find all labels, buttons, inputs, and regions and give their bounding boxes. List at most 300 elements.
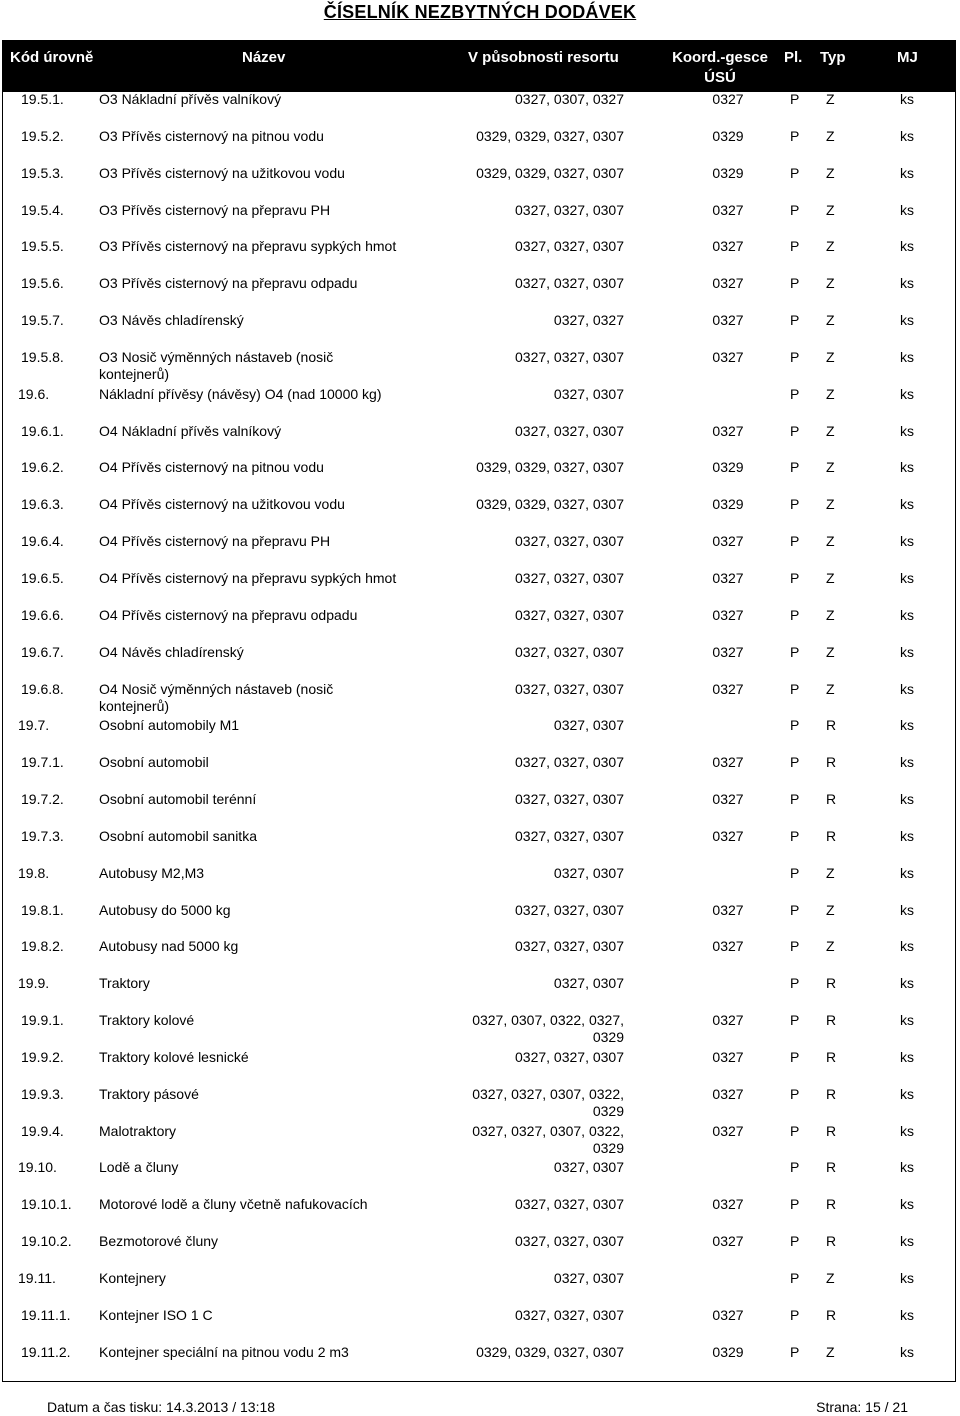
row-mj: ks [900,754,914,771]
row-name [99,312,244,329]
row-typ: Z [826,348,835,365]
row-pl: P [790,680,800,697]
row-name-line1: Nákladní přívěsy (návěsy) O4 (nad 10000 kg) [99,385,382,402]
row-code: 19.6.7. [21,643,64,660]
row-scope [448,238,624,255]
row-koord: 0327 [712,275,744,292]
row-typ: Z [826,606,835,623]
row-koord: 0327 [712,422,744,439]
row-scope-line2: 0329 [592,1029,624,1046]
header-code: Kód úrovně [10,49,94,66]
row-code: 19.9.2. [21,1048,64,1065]
row-pl: P [790,385,800,402]
row-typ: Z [826,459,835,476]
row-mj: ks [900,1012,914,1029]
row-code: 19.7. [18,717,50,734]
row-pl: P [790,201,800,218]
row-name [99,975,150,992]
table-body [2,86,956,1382]
header-pl: Pl. [784,49,803,66]
header-typ: Typ [820,49,846,66]
row-typ: Z [826,201,835,218]
row-scope-line1: 0327, 0327, 0307, 0322, [472,1085,624,1102]
row-code: 19.6.3. [21,496,64,513]
row-koord: 0327 [712,1048,744,1065]
row-koord: 0327 [712,938,744,955]
table-row [3,123,955,160]
row-scope [448,459,624,476]
table-row [3,712,955,749]
header-mj: MJ [897,49,918,66]
row-typ: Z [826,422,835,439]
row-name [99,791,256,808]
row-scope-line1: 0327, 0307 [553,1270,624,1286]
row-name-line1: O4 Přívěs cisternový na přepravu PH [99,533,331,550]
row-mj: ks [900,459,914,476]
row-scope-line1: 0327, 0327, 0307 [515,238,624,255]
row-mj: ks [900,1306,914,1323]
row-pl: P [790,348,800,365]
row-scope [448,202,624,219]
row-koord: 0329 [712,459,744,476]
table-row [3,823,955,860]
row-code: 19.7.2. [21,791,64,808]
row-name [99,1159,178,1176]
row-koord: 0329 [712,127,744,144]
row-scope-line1: 0327, 0327, 0307, 0322, [472,1122,624,1139]
table-row [3,197,955,234]
row-typ: Z [826,164,835,181]
row-scope-line1: 0329, 0329, 0327, 0307 [476,1343,624,1360]
row-koord: 0327 [712,569,744,586]
row-typ: R [826,1233,837,1250]
row-code: 19.8.2. [21,938,64,955]
row-scope [448,791,624,808]
row-name [99,91,281,108]
row-name-line1: O4 Návěs chladírenský [99,643,244,660]
table-row [3,233,955,270]
header-scope: V působnosti resortu [468,49,619,66]
row-name [99,202,330,219]
row-pl: P [790,1012,800,1029]
row-typ: Z [826,1343,835,1360]
row-code: 19.5.7. [21,312,64,329]
row-pl: P [790,901,800,918]
row-mj: ks [900,1233,914,1250]
row-scope-line1: 0329, 0329, 0327, 0307 [476,164,624,181]
row-name-line1: Traktory pásové [99,1085,199,1102]
row-code: 19.5.1. [21,91,64,107]
row-scope-line1: 0327, 0327, 0307 [515,791,624,808]
row-mj: ks [900,791,914,808]
row-name-line1: O4 Přívěs cisternový na užitkovou vodu [99,496,345,513]
table-row [3,491,955,528]
row-koord: 0327 [712,1122,744,1139]
row-scope-line1: 0327, 0327, 0307 [515,1306,624,1323]
row-name-line1: Osobní automobily M1 [99,717,240,734]
row-name [99,902,231,919]
row-mj: ks [900,938,914,955]
row-typ: Z [826,643,835,660]
row-code: 19.9.4. [21,1122,64,1139]
row-scope [448,607,624,624]
row-koord: 0329 [712,1343,744,1360]
row-typ: Z [826,385,835,402]
row-pl: P [790,791,800,808]
row-pl: P [790,533,800,550]
row-scope-line1: 0327, 0327, 0307 [515,901,624,918]
row-name-line1: O4 Přívěs cisternový na přepravu odpadu [99,606,358,623]
row-typ: Z [826,938,835,955]
row-typ: R [826,1196,837,1213]
row-mj: ks [900,533,914,550]
row-pl: P [790,717,800,734]
row-code: 19.10.1. [21,1196,72,1213]
row-pl: P [790,275,800,292]
row-mj: ks [900,201,914,218]
row-koord: 0327 [712,238,744,255]
row-code: 19.6.6. [21,606,64,623]
row-mj: ks [900,680,914,697]
row-scope-line1: 0327, 0327, 0307 [515,938,624,955]
row-scope [448,1233,624,1250]
row-mj: ks [900,606,914,623]
row-pl: P [790,1343,800,1360]
row-typ: R [826,1159,837,1176]
row-name-line1: O3 Přívěs cisternový na přepravu PH [99,201,331,218]
row-pl: P [790,1159,800,1176]
row-code: 19.6. [18,385,50,402]
table-row [3,270,955,307]
row-typ: Z [826,680,835,697]
row-pl: P [790,91,800,107]
row-scope-line1: 0329, 0329, 0327, 0307 [476,127,624,144]
row-scope-line1: 0329, 0329, 0327, 0307 [476,459,624,476]
row-name [99,1233,218,1250]
row-mj: ks [900,717,914,734]
row-name [99,1196,368,1213]
row-pl: P [790,864,800,881]
row-code: 19.6.1. [21,422,64,439]
table-row [3,602,955,639]
row-scope [448,275,624,292]
row-scope-line1: 0327, 0307 [553,717,624,734]
row-scope [448,717,624,734]
row-name-line1: O3 Návěs chladírenský [99,312,244,329]
row-scope [448,644,624,661]
row-name [99,459,324,476]
row-name [99,496,345,513]
row-name [99,533,330,550]
row-mj: ks [900,385,914,402]
row-mj: ks [900,975,914,992]
row-scope [448,1123,624,1157]
row-scope-line1: 0327, 0327, 0307 [515,275,624,292]
row-name-line2: kontejnerů) [99,697,170,714]
row-mj: ks [900,1270,914,1286]
row-name-line1: Autobusy do 5000 kg [99,901,231,918]
row-code: 19.10. [18,1159,57,1176]
row-scope [448,1159,624,1176]
row-scope-line1: 0329, 0329, 0327, 0307 [476,496,624,513]
table-row [3,454,955,491]
row-pl: P [790,164,800,181]
row-mj: ks [900,348,914,365]
row-typ: Z [826,901,835,918]
row-pl: P [790,938,800,955]
row-typ: Z [826,127,835,144]
row-name [99,717,239,734]
row-koord: 0329 [712,164,744,181]
row-koord: 0327 [712,901,744,918]
row-typ: R [826,1306,837,1323]
table-row [3,749,955,786]
row-koord: 0327 [712,1085,744,1102]
row-koord: 0327 [712,754,744,771]
row-scope-line1: 0327, 0327, 0307 [515,533,624,550]
row-name [99,165,345,182]
row-pl: P [790,238,800,255]
row-scope-line1: 0327, 0307, 0322, 0327, [472,1012,624,1029]
row-koord: 0327 [712,1306,744,1323]
row-mj: ks [900,1048,914,1065]
row-scope-line1: 0327, 0307 [553,975,624,992]
row-scope [448,828,624,845]
row-code: 19.5.6. [21,275,64,292]
row-name [99,386,381,403]
row-pl: P [790,1306,800,1323]
print-date: Datum a čas tisku: 14.3.2013 / 13:18 [47,1399,276,1415]
row-scope [448,865,624,882]
table-header [2,40,956,92]
row-name-line1: O4 Nosič výměnných nástaveb (nosič [99,680,334,697]
row-scope [448,975,624,992]
table-row [3,1191,955,1228]
table-row [3,160,955,197]
row-scope [448,1307,624,1324]
row-koord: 0327 [712,201,744,218]
row-scope-line1: 0327, 0327, 0307 [515,606,624,623]
row-mj: ks [900,91,914,107]
table-row [3,344,955,381]
row-scope [448,165,624,182]
row-scope-line1: 0327, 0327, 0307 [515,754,624,771]
row-name-line1: Osobní automobil [99,754,209,771]
row-name-line1: Osobní automobil terénní [99,791,257,808]
row-pl: P [790,827,800,844]
row-mj: ks [900,1122,914,1139]
row-name [99,275,357,292]
row-name [99,1307,213,1324]
row-koord: 0327 [712,791,744,808]
row-code: 19.5.2. [21,127,64,144]
row-typ: R [826,1085,837,1102]
row-koord: 0327 [712,1196,744,1213]
row-koord: 0327 [712,533,744,550]
row-name-line1: Motorové lodě a čluny včetně nafukovacích [99,1196,368,1213]
table-row [3,1228,955,1265]
row-name-line1: O3 Přívěs cisternový na pitnou vodu [99,127,324,144]
row-pl: P [790,1270,800,1286]
row-code: 19.6.8. [21,680,64,697]
row-scope-line1: 0327, 0327, 0307 [515,1048,624,1065]
row-mj: ks [900,496,914,513]
table-row [3,786,955,823]
table-row [3,381,955,418]
row-mj: ks [900,643,914,660]
row-scope-line1: 0327, 0327, 0307 [515,569,624,586]
row-code: 19.8. [18,864,50,881]
row-name-line1: Traktory [99,975,150,992]
table-row [3,933,955,970]
row-mj: ks [900,1159,914,1176]
row-koord: 0327 [712,606,744,623]
row-name [99,128,324,145]
row-code: 19.7.3. [21,827,64,844]
row-typ: R [826,975,837,992]
row-pl: P [790,312,800,329]
row-scope [448,128,624,145]
row-name [99,644,244,661]
table-row [3,1154,955,1191]
row-pl: P [790,1122,800,1139]
row-name-line1: O4 Přívěs cisternový na pitnou vodu [99,459,324,476]
row-scope-line1: 0327, 0327, 0307 [515,827,624,844]
table-row [3,1044,955,1081]
row-name [99,570,396,587]
row-mj: ks [900,1343,914,1360]
row-koord: 0327 [712,827,744,844]
row-name [99,1012,194,1029]
header-name: Název [242,49,286,66]
row-typ: R [826,1122,837,1139]
row-name [99,681,333,715]
row-name-line1: Kontejner speciální na pitnou vodu 2 m3 [99,1343,349,1360]
row-scope-line2: 0329 [592,1102,624,1119]
row-typ: R [826,1048,837,1065]
row-scope [448,754,624,771]
row-name [99,828,257,845]
table-row [3,1007,955,1044]
table-row [3,307,955,344]
row-pl: P [790,127,800,144]
row-koord: 0329 [712,496,744,513]
row-koord: 0327 [712,1233,744,1250]
row-scope-line1: 0327, 0307, 0327 [515,91,624,107]
row-name [99,938,238,955]
row-scope [448,1196,624,1213]
row-name-line1: O3 Přívěs cisternový na přepravu odpadu [99,275,358,292]
row-code: 19.5.5. [21,238,64,255]
row-typ: Z [826,1270,835,1286]
row-mj: ks [900,901,914,918]
row-typ: R [826,827,837,844]
row-name [99,1049,249,1066]
row-scope [448,938,624,955]
table-row [3,676,955,713]
row-pl: P [790,496,800,513]
row-koord: 0327 [712,91,744,107]
row-name [99,349,333,383]
row-code: 19.5.4. [21,201,64,218]
row-mj: ks [900,164,914,181]
row-scope [448,570,624,587]
row-typ: R [826,791,837,808]
row-scope [448,386,624,403]
row-pl: P [790,459,800,476]
row-name-line1: Kontejner ISO 1 C [99,1306,213,1323]
row-name-line1: Traktory kolové [99,1012,195,1029]
table-row [3,1265,955,1302]
row-pl: P [790,975,800,992]
row-scope-line2: 0329 [592,1139,624,1156]
table-row [3,418,955,455]
row-typ: Z [826,275,835,292]
page-number: Strana: 15 / 21 [816,1399,908,1415]
row-typ: Z [826,496,835,513]
table-row [3,528,955,565]
row-typ: Z [826,533,835,550]
table-row [3,565,955,602]
row-name [99,607,357,624]
row-koord: 0327 [712,643,744,660]
row-scope-line1: 0327, 0327, 0307 [515,643,624,660]
row-name-line1: Lodě a čluny [99,1159,179,1176]
row-pl: P [790,643,800,660]
row-pl: P [790,606,800,623]
row-code: 19.5.3. [21,164,64,181]
row-code: 19.9.3. [21,1085,64,1102]
table-row [3,970,955,1007]
row-scope-line1: 0327, 0327, 0307 [515,201,624,218]
row-typ: Z [826,569,835,586]
row-name-line2: kontejnerů) [99,365,170,382]
row-pl: P [790,754,800,771]
row-pl: P [790,1085,800,1102]
row-mj: ks [900,569,914,586]
row-mj: ks [900,312,914,329]
row-name [99,238,396,255]
row-mj: ks [900,127,914,144]
row-name-line1: O3 Přívěs cisternový na užitkovou vodu [99,164,345,181]
row-scope-line1: 0327, 0327, 0307 [515,1233,624,1250]
row-name [99,754,209,771]
row-name [99,423,281,440]
row-scope [448,1344,624,1361]
row-pl: P [790,569,800,586]
row-scope [448,349,624,366]
row-scope [448,1049,624,1066]
row-typ: R [826,754,837,771]
row-code: 19.8.1. [21,901,64,918]
row-scope [448,496,624,513]
row-scope-line1: 0327, 0327, 0307 [515,348,624,365]
row-typ: R [826,1012,837,1029]
row-name-line1: O4 Přívěs cisternový na přepravu sypkých hmot [99,569,397,586]
row-code: 19.6.4. [21,533,64,550]
row-koord: 0327 [712,680,744,697]
row-scope [448,91,624,108]
row-scope [448,533,624,550]
row-koord: 0327 [712,1012,744,1029]
row-scope-line1: 0327, 0307 [553,1159,624,1176]
row-typ: Z [826,864,835,881]
row-name [99,1344,349,1361]
row-name [99,1086,199,1103]
row-koord: 0327 [712,312,744,329]
row-scope [448,312,624,329]
table-row [3,1302,955,1339]
